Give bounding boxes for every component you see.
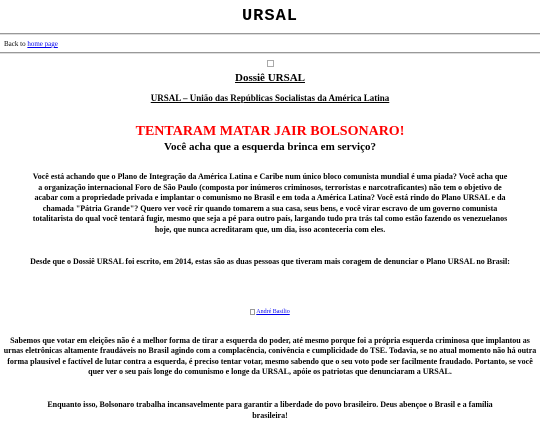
back-navigation <box>4 40 540 48</box>
back-prefix-text: Back to <box>4 40 28 48</box>
paragraph-closing: Enquanto isso, Bolsonaro trabalha incansavelmente para garantir a liberdade do povo brasileiro. Deus abençoe o Brasil e a família brasileira! <box>47 399 493 420</box>
site-title: URSAL <box>241 7 298 26</box>
paragraph-intro: Você está achando que o Plano de Integração da América Latina e Caribe num único bloco comunista mundial é uma piada? Você acha que a organização internacional Foro de São Paulo (composta por inúmeros criminosos, terroristas e narcotraficantes) não tem o objetivo de acabar com a propriedade privada e implantar o comunismo no Brasil e em toda a América Latina? Você está rindo do Plano URSAL e da chamada "Pátria Grande"? Quero ver você rir quando tomarem a sua casa, seus bens, e você virar escravo de um governo comunista totalitarista do qual você tentará fugir, mesmo que seja a pé para outro país, largando tudo pra trás tal como estão fazendo os venezuelanos hoje, que nunca acreditaram que, um dia, isso aconteceria com eles. <box>32 172 508 234</box>
paragraph-dossie: Desde que o Dossiê URSAL foi escrito, em 2014, estas são as duas pessoas que tiveram mais coragem de denunciar o Plano URSAL no Brasil: <box>30 256 510 266</box>
article-title: Dossiê URSAL <box>235 72 305 84</box>
broken-image-icon <box>250 309 255 315</box>
nav-divider <box>0 52 540 54</box>
top-divider <box>0 33 540 35</box>
broken-image-icon <box>267 60 274 67</box>
subheadline: Você acha que a esquerda brinca em serviço? <box>164 141 376 153</box>
paragraph-elections: Sabemos que votar em eleições não é a melhor forma de tirar a esquerda do poder, até mesmo porque foi a própria esquerda criminosa que implantou as urnas eletrônicas altamente fraudáveis no Brasil agindo com a complacência, conivência e cumplicidade do TSE. Todavia, se no atual momento não há outra forma plausível e factível de lutar contra a esquerda, é preciso tentar votar, mesmo sabendo que o seu voto pode ser facilmente fraudado. Portanto, se você quer ver o seu país longe do comunismo e longe da URSAL, apóie os patriotas que denunciaram a URSAL. <box>3 335 537 377</box>
photo-link-container <box>0 309 540 315</box>
andre-basilio-link[interactable]: André Basilio <box>256 309 290 316</box>
home-page-link[interactable]: home page <box>27 40 58 48</box>
headline: TENTARAM MATAR JAIR BOLSONARO! <box>135 124 405 139</box>
article-subtitle: URSAL – União das Repúblicas Socialistas da América Latina <box>150 93 390 103</box>
